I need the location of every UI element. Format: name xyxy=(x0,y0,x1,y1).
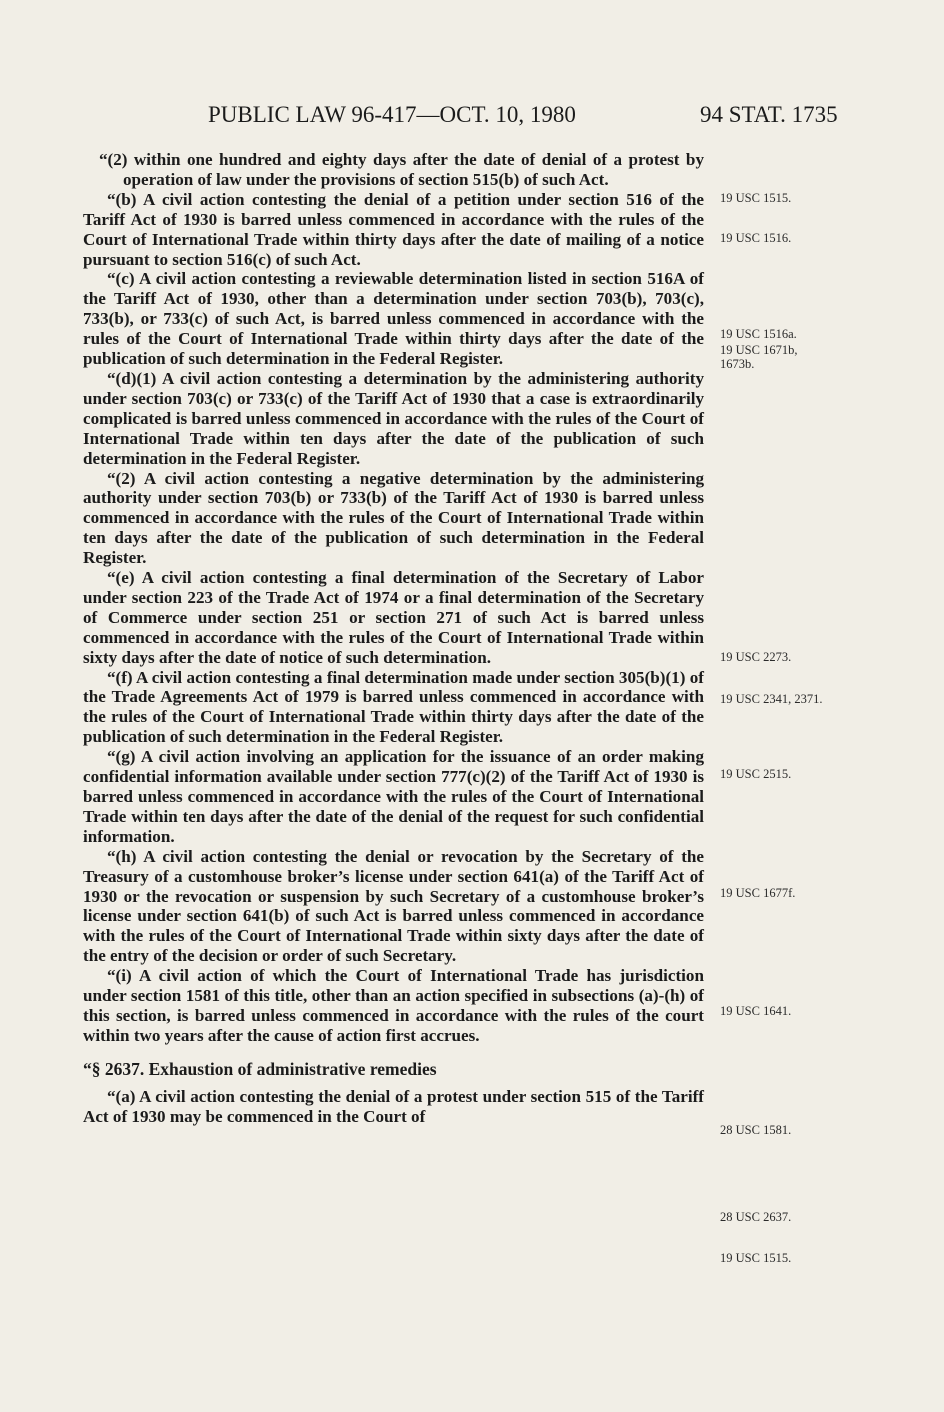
paragraph-d-2: “(2) A civil action contesting a negative determination by the administering authority under section 703(b) or 733(b) of the Tariff Act of 1930 is barred unless commenced in accordance with the rules of the Court of International Trade within ten days after the date of the publication of such determination in the Federal Register. xyxy=(83,468,704,568)
margin-note: 19 USC 1515. xyxy=(720,1251,792,1265)
margin-note: 19 USC 1515. xyxy=(720,191,792,205)
margin-note: 19 USC 1677f. xyxy=(720,886,796,900)
paragraph-b: “(b) A civil action contesting the denial of a petition under section 516 of the Tariff Act of 1930 is barred unless commenced in accordance with the rules of the Court of International Trade within thirty days after the date of mailing of a notice pursuant to section 516(c) of such Act. xyxy=(83,189,704,269)
margin-note: 28 USC 1581. xyxy=(720,1123,792,1137)
margin-note: 19 USC 1671b, 1673b. xyxy=(720,343,798,371)
paragraph-g: “(g) A civil action involving an application for the issuance of an order making confidential information available under section 777(c)(2) of the Tariff Act of 1930 is barred unless commenced in accordance with the rules of the Court of International Trade within ten days after the date of the denial of the request for such confidential information. xyxy=(83,747,704,846)
margin-note: 19 USC 1641. xyxy=(720,1004,792,1018)
paragraph-i: “(i) A civil action of which the Court of International Trade has jurisdiction under section 1581 of this title, other than an action specified in subsections (a)-(h) of this section, is barred unless commenced in accordance with the rules of the court within two years after the cause of action first accrues. xyxy=(83,966,704,1045)
margin-note: 19 USC 2273. xyxy=(720,650,792,664)
paragraph-2637-a: “(a) A civil action contesting the denial of a protest under section 515 of the Tariff Act of 1930 may be commenced in the Court of xyxy=(83,1086,704,1126)
public-law-citation: PUBLIC LAW 96-417—OCT. 10, 1980 xyxy=(208,102,576,127)
paragraph-e: “(e) A civil action contesting a final determination of the Secretary of Labor under section 223 of the Trade Act of 1974 or a final determination of the Secretary of Commerce under section 251 or section 271 of such Act is barred unless commenced in accordance with the rules of the Court of International Trade within sixty days after the date of notice of such determination. xyxy=(83,568,704,667)
statute-page-number: 94 STAT. 1735 xyxy=(700,102,838,127)
margin-note: 28 USC 2637. xyxy=(720,1210,792,1224)
paragraph-f: “(f) A civil action contesting a final determination made under section 305(b)(1) of the Trade Agreements Act of 1979 is barred unless commenced in accordance with the rules of the Court of International Trade within thirty days after the date of the publication of such determination in the Federal Register. xyxy=(83,667,704,747)
page-header xyxy=(0,100,944,130)
section-heading: “§ 2637. Exhaustion of administrative remedies xyxy=(83,1058,437,1079)
margin-note: 19 USC 2341, 2371. xyxy=(720,692,823,706)
paragraph-d-1: “(d)(1) A civil action contesting a determination by the administering authority under section 703(c) or 733(c) of the Tariff Act of 1930 that a case is extraordinarily complicated is barred unless commenced in accordance with the rules of the Court of International Trade within ten days after the date of the publication of such determination in the Federal Register. xyxy=(83,368,704,468)
paragraph-h: “(h) A civil action contesting the denial or revocation by the Secretary of the Treasury of a customhouse broker’s license under section 641(a) of the Tariff Act of 1930 or the revocation or suspension by such Secretary of a customhouse broker’s license under section 641(b) of such Act is barred unless commenced in accordance with the rules of the Court of International Trade within sixty days after the date of the entry of the decision or order of such Secretary. xyxy=(83,846,704,966)
paragraph-a-2: “(2) within one hundred and eighty days after the date of denial of a protest by operation of law under the provisions of section 515(b) of such Act. xyxy=(99,150,704,189)
margin-note: 19 USC 1516a. xyxy=(720,327,797,341)
statute-text xyxy=(83,150,704,1127)
paragraph-c: “(c) A civil action contesting a reviewable determination listed in section 516A of the Tariff Act of 1930, other than a determination under section 703(b), 703(c), 733(b), or 733(c) of such Act, is barred unless commenced in accordance with the rules of the Court of International Trade within thirty days after the date of the publication of such determination in the Federal Register. xyxy=(83,269,704,369)
margin-note: 19 USC 1516. xyxy=(720,231,792,245)
margin-note: 19 USC 2515. xyxy=(720,767,792,781)
